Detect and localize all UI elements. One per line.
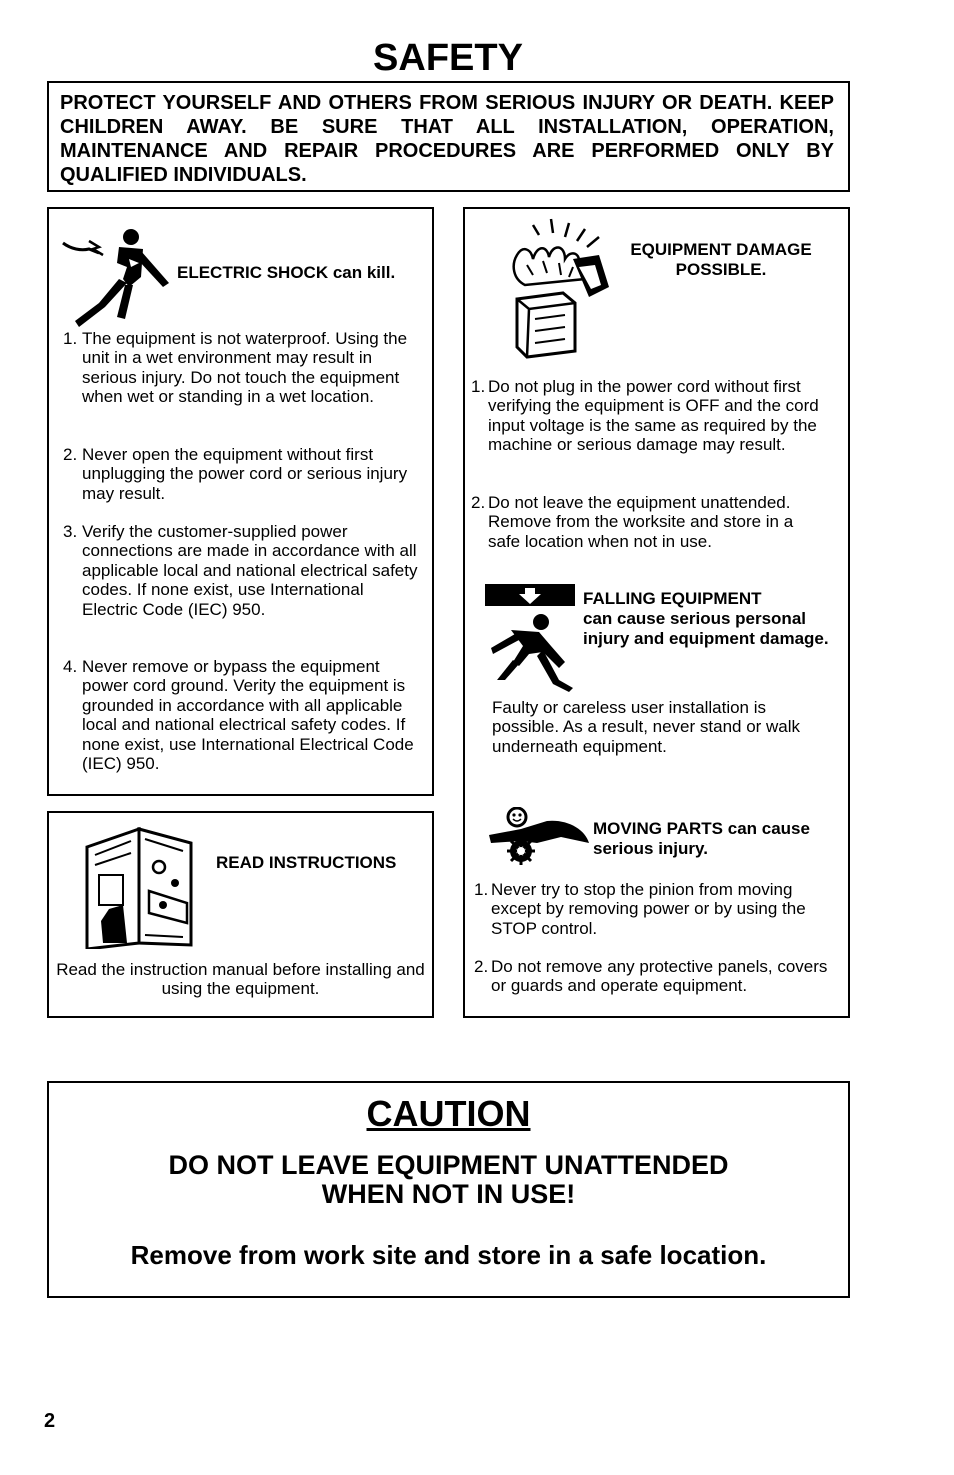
falling-equipment-heading: FALLING EQUIPMENT bbox=[583, 589, 762, 608]
item-number: 1. bbox=[471, 377, 486, 396]
item-text: Verify the customer-supplied power connections are made in accordance with all applicable local and national electrical safety codes. If none exist, use International Electric Code (IEC) 950. bbox=[82, 522, 418, 619]
intro-warning-box bbox=[47, 81, 850, 192]
caution-box bbox=[47, 1081, 850, 1298]
moving-item-2 bbox=[474, 957, 844, 996]
item-text: Do not plug in the power cord without first verifying the equipment is OFF and the cord input voltage is the same as required by the machine or serious damage may result. bbox=[488, 377, 819, 455]
item-text: Do not remove any protective panels, covers or guards and operate equipment. bbox=[491, 957, 828, 996]
manual-book-icon bbox=[83, 825, 195, 949]
electric-item-1 bbox=[63, 329, 423, 407]
item-number: 2. bbox=[471, 493, 486, 512]
item-number: 3. bbox=[63, 522, 78, 541]
electric-item-2 bbox=[63, 445, 423, 503]
electric-shock-icon bbox=[59, 227, 177, 329]
falling-equipment-icon bbox=[485, 584, 577, 692]
falling-equipment-text: Faulty or careless user installation is possible. As a result, never stand or walk underneath equipment. bbox=[492, 698, 801, 756]
caution-line-1: DO NOT LEAVE EQUIPMENT UNATTENDED bbox=[168, 1150, 729, 1180]
item-text: Never remove or bypass the equipment power cord ground. Verity the equipment is grounded in accordance with all applicable local and national electrical safety codes. If none exist, use International Electrical Code (IEC) 950. bbox=[82, 657, 414, 774]
item-text: The equipment is not waterproof. Using the unit in a wet environment may result in serious injury. Do not touch the equipment when wet or standing in a wet location. bbox=[82, 329, 408, 407]
electric-shock-section bbox=[47, 207, 434, 796]
moving-parts-icon bbox=[487, 807, 591, 867]
electric-item-4 bbox=[63, 657, 423, 773]
equipment-hazards-section bbox=[463, 207, 850, 1018]
electric-item-3 bbox=[63, 522, 423, 619]
item-text: Do not leave the equipment unattended. Remove from the worksite and store in a safe location when not in use. bbox=[488, 493, 794, 551]
item-text: Never open the equipment without first unplugging the power cord or serious injury may result. bbox=[82, 445, 408, 503]
damage-item-2 bbox=[471, 493, 831, 551]
electric-shock-heading: ELECTRIC SHOCK can kill. bbox=[177, 263, 396, 282]
item-number: 1. bbox=[474, 880, 489, 899]
equipment-damage-icon bbox=[503, 215, 613, 361]
read-instructions-heading: READ INSTRUCTIONS bbox=[216, 853, 397, 872]
caution-title: CAUTION bbox=[366, 1093, 531, 1134]
caution-line-3: Remove from work site and store in a safe location. bbox=[130, 1240, 767, 1270]
read-instructions-text: Read the instruction manual before installing and using the equipment. bbox=[56, 960, 425, 999]
falling-equipment-subheading: can cause serious personal injury and equipment damage. bbox=[583, 609, 829, 648]
item-number: 2. bbox=[63, 445, 78, 464]
equipment-damage-heading: EQUIPMENT DAMAGE POSSIBLE. bbox=[630, 240, 812, 279]
damage-item-1 bbox=[471, 377, 831, 455]
item-number: 4. bbox=[63, 657, 78, 676]
read-instructions-section bbox=[47, 811, 434, 1018]
intro-warning-text: PROTECT YOURSELF AND OTHERS FROM SERIOUS INJURY OR DEATH. KEEP CHILDREN AWAY. BE SURE THAT ALL INSTALLATION, OPERATION, MAINTENANCE AND REPAIR PROCEDURES ARE PERFORMED ONLY BY QUALIFIED INDIVIDUALS. bbox=[60, 92, 834, 186]
moving-item-1 bbox=[474, 880, 844, 938]
caution-line-2: WHEN NOT IN USE! bbox=[321, 1179, 576, 1209]
item-number: 2. bbox=[474, 957, 489, 976]
page-number: 2 bbox=[44, 1410, 56, 1432]
item-text: Never try to stop the pinion from moving except by removing power or by using the STOP control. bbox=[491, 880, 806, 938]
item-number: 1. bbox=[63, 329, 78, 348]
moving-parts-heading: MOVING PARTS can cause serious injury. bbox=[593, 819, 810, 858]
page-title: SAFETY bbox=[373, 37, 523, 79]
